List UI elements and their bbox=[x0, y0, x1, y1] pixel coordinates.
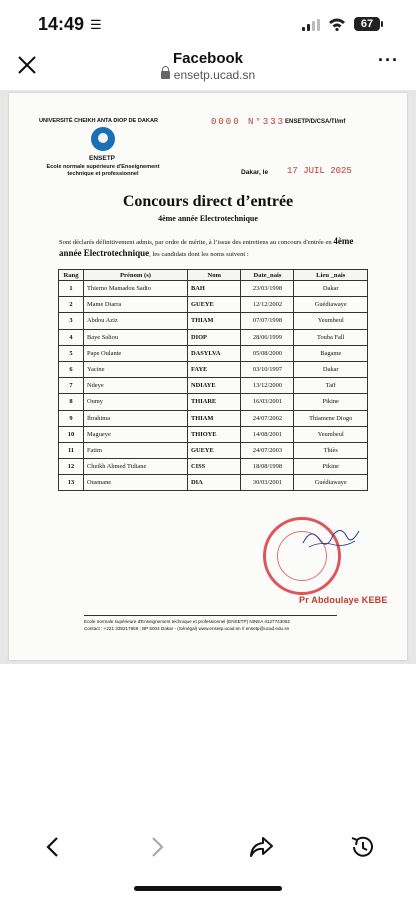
cell-nom: CISS bbox=[187, 459, 241, 475]
footer-address: Ecole normale supérieure d'Enseignement technique et professionnel (ENSETP) NINEA 4127743052 bbox=[84, 619, 290, 624]
status-bar bbox=[0, 0, 416, 48]
cell-prenom: Mame Diarra bbox=[84, 297, 188, 313]
table-row bbox=[59, 345, 368, 361]
cell-nom: THIAM bbox=[187, 410, 241, 426]
lock-icon bbox=[161, 71, 170, 79]
cell-rang: 3 bbox=[59, 313, 84, 329]
cell-date: 05/08/2000 bbox=[241, 345, 294, 361]
intro-text-bold: 4ème année Electrotechnique bbox=[59, 236, 354, 258]
share-icon[interactable] bbox=[246, 832, 276, 862]
cell-prenom: Cheikh Ahmed Tidiane bbox=[84, 459, 188, 475]
footer-divider bbox=[84, 615, 337, 616]
table-row bbox=[59, 281, 368, 297]
col-lieu: Lieu _nais bbox=[294, 270, 368, 281]
intro-paragraph bbox=[59, 236, 377, 260]
table-row bbox=[59, 297, 368, 313]
table-row bbox=[59, 329, 368, 345]
logo-text: ENSETP bbox=[89, 155, 116, 162]
cell-date: 23/03/1998 bbox=[241, 281, 294, 297]
focus-list-icon: ☰ bbox=[90, 17, 102, 32]
cell-lieu: Pikine bbox=[294, 394, 368, 410]
document-viewer[interactable] bbox=[0, 90, 416, 664]
cell-date: 24/07/2003 bbox=[241, 442, 294, 458]
results-table bbox=[58, 269, 368, 491]
cell-rang: 1 bbox=[59, 281, 84, 297]
table-row bbox=[59, 426, 368, 442]
cell-nom: GUEYE bbox=[187, 442, 241, 458]
cell-prenom: Abdou Aziz bbox=[84, 313, 188, 329]
cell-nom: DIA bbox=[187, 475, 241, 491]
table-row bbox=[59, 313, 368, 329]
cell-nom: GUEYE bbox=[187, 297, 241, 313]
cell-lieu: Yeumbeul bbox=[294, 313, 368, 329]
table-row bbox=[59, 394, 368, 410]
page-title: Facebook bbox=[172, 50, 244, 67]
cell-date: 18/08/1998 bbox=[241, 459, 294, 475]
cell-date: 16/03/2001 bbox=[241, 394, 294, 410]
cell-lieu: Taïf bbox=[294, 378, 368, 394]
table-row bbox=[59, 378, 368, 394]
cell-date: 07/07/1998 bbox=[241, 313, 294, 329]
cell-rang: 10 bbox=[59, 426, 84, 442]
cell-rang: 13 bbox=[59, 475, 84, 491]
cell-lieu: Pikine bbox=[294, 459, 368, 475]
cell-rang: 12 bbox=[59, 459, 84, 475]
bottom-toolbar bbox=[0, 664, 416, 900]
url-text: ensetp.ucad.sn bbox=[173, 68, 256, 82]
cell-prenom: Ibrahima bbox=[84, 410, 188, 426]
cell-lieu: Dakar bbox=[294, 281, 368, 297]
table-row bbox=[59, 475, 368, 491]
cell-rang: 4 bbox=[59, 329, 84, 345]
table-row bbox=[59, 459, 368, 475]
intro-text-start: Sont déclarés définitivement admis, par ordre de mérite, à l’issue des entretiens au concours d'entrée en bbox=[59, 239, 334, 246]
cell-lieu: Guédiawaye bbox=[294, 475, 368, 491]
cell-rang: 8 bbox=[59, 394, 84, 410]
back-icon[interactable] bbox=[38, 832, 68, 862]
cell-date: 14/08/2001 bbox=[241, 426, 294, 442]
forward-icon[interactable] bbox=[142, 832, 172, 862]
cell-rang: 11 bbox=[59, 442, 84, 458]
cell-date: 30/03/2001 bbox=[241, 475, 294, 491]
url-label[interactable] bbox=[0, 68, 416, 82]
more-icon[interactable]: ··· bbox=[378, 50, 399, 70]
signer-name: Pr Abdoulaye KEBE bbox=[299, 595, 388, 605]
footer-contact: Contact : +221 338217669 ; BP 5004 Dakar - (Sénégal) www.ensetp.ucad.sn // ensetp@ucad.edu.sn bbox=[84, 626, 290, 631]
cell-rang: 2 bbox=[59, 297, 84, 313]
cell-lieu: Thiamene Diogo bbox=[294, 410, 368, 426]
university-name: UNIVERSITÉ CHEIKH ANTA DIOP DE DAKAR bbox=[39, 118, 159, 124]
ensetp-logo-icon bbox=[91, 127, 115, 151]
cell-nom: BAH bbox=[187, 281, 241, 297]
battery-icon: 67 bbox=[354, 17, 380, 31]
cell-date: 24/07/2002 bbox=[241, 410, 294, 426]
reference-number: 0000 N°333 bbox=[211, 117, 286, 127]
cell-lieu: Touba Fall bbox=[294, 329, 368, 345]
cell-date: 12/12/2002 bbox=[241, 297, 294, 313]
history-icon[interactable] bbox=[348, 832, 378, 862]
cell-lieu: Thiès bbox=[294, 442, 368, 458]
browser-header bbox=[0, 48, 416, 90]
cell-nom: NDIAYE bbox=[187, 378, 241, 394]
cell-prenom: Thierno Mamadou Sadio bbox=[84, 281, 188, 297]
signature bbox=[301, 523, 361, 551]
reference-suffix: ENSETP/D/CSA/TI/mf bbox=[285, 119, 346, 125]
home-indicator bbox=[134, 886, 282, 891]
cell-nom: DASYLVA bbox=[187, 345, 241, 361]
signal-icon bbox=[302, 19, 322, 31]
school-name: Ecole normale supérieure d'Enseignement technique et professionnel bbox=[46, 164, 160, 177]
table-header-row bbox=[59, 270, 368, 281]
cell-nom: FAYE bbox=[187, 361, 241, 377]
cell-prenom: Pape Oulante bbox=[84, 345, 188, 361]
document-page bbox=[9, 93, 407, 660]
cell-prenom: Baye Saliou bbox=[84, 329, 188, 345]
status-time: 14:49 bbox=[38, 14, 85, 34]
table-row bbox=[59, 361, 368, 377]
cell-nom: DIOP bbox=[187, 329, 241, 345]
cell-lieu: Yeumbeul bbox=[294, 426, 368, 442]
cell-prenom: Yacine bbox=[84, 361, 188, 377]
cell-prenom: Magueye bbox=[84, 426, 188, 442]
table-row bbox=[59, 442, 368, 458]
document-subtitle: 4ème année Electrotechnique bbox=[158, 214, 258, 223]
col-nom: Nom bbox=[187, 270, 241, 281]
cell-nom: THIAM bbox=[187, 313, 241, 329]
cell-lieu: Dakar bbox=[294, 361, 368, 377]
cell-prenom: Oumy bbox=[84, 394, 188, 410]
date-stamp: 17 JUIL 2025 bbox=[287, 166, 352, 176]
cell-nom: THIARE bbox=[187, 394, 241, 410]
place-label: Dakar, le bbox=[241, 169, 269, 176]
cell-date: 28/06/1999 bbox=[241, 329, 294, 345]
cell-prenom: Fatim bbox=[84, 442, 188, 458]
col-prenom: Prénom (s) bbox=[84, 270, 188, 281]
cell-lieu: Guédiawaye bbox=[294, 297, 368, 313]
cell-rang: 7 bbox=[59, 378, 84, 394]
cell-prenom: Ndeye bbox=[84, 378, 188, 394]
cell-date: 13/12/2000 bbox=[241, 378, 294, 394]
cell-date: 03/10/1997 bbox=[241, 361, 294, 377]
wifi-icon bbox=[328, 17, 346, 31]
cell-rang: 6 bbox=[59, 361, 84, 377]
table-row bbox=[59, 410, 368, 426]
cell-rang: 9 bbox=[59, 410, 84, 426]
cell-prenom: Ousmane bbox=[84, 475, 188, 491]
cell-nom: THIOYE bbox=[187, 426, 241, 442]
cell-rang: 5 bbox=[59, 345, 84, 361]
document-title: Concours direct d’entrée bbox=[122, 193, 294, 210]
cell-lieu: Bagame bbox=[294, 345, 368, 361]
intro-text-end: , les candidats dont les noms suivent : bbox=[149, 251, 249, 258]
col-rang: Rang bbox=[59, 270, 84, 281]
col-date: Date_nais bbox=[241, 270, 294, 281]
